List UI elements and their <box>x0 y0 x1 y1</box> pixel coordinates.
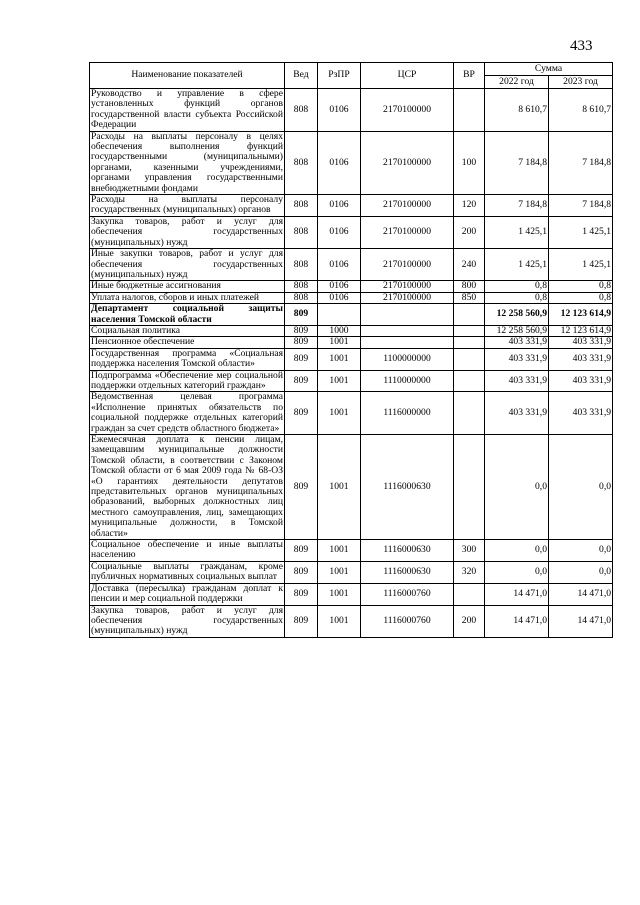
row-name: Подпрограмма «Обеспечение мер социальной поддержки отдельных категорий граждан» <box>91 369 283 391</box>
row-name: Социальное обеспечение и иные выплаты населению <box>91 539 283 561</box>
row-amount-2022: 12 258 560,9 <box>485 325 549 336</box>
row-rzpr: 1001 <box>318 337 361 348</box>
row-csr: 2170100000 <box>361 216 454 248</box>
row-vr <box>454 370 485 392</box>
table-row <box>90 583 613 605</box>
table-row <box>90 370 613 392</box>
row-ved: 808 <box>285 131 318 194</box>
row-rzpr: 1000 <box>318 325 361 336</box>
row-ved: 809 <box>285 325 318 336</box>
row-rzpr: 1001 <box>318 435 361 540</box>
table-row <box>90 337 613 348</box>
row-ved: 808 <box>285 281 318 292</box>
row-amount-2022: 12 258 560,9 <box>485 304 549 326</box>
row-csr: 2170100000 <box>361 89 454 132</box>
header-vr: ВР <box>454 63 485 89</box>
header-rzpr: РзПР <box>318 63 361 89</box>
row-ved: 808 <box>285 195 318 217</box>
header-name: Наименование показателей <box>90 63 285 89</box>
row-vr: 120 <box>454 195 485 217</box>
row-amount-2022: 403 331,9 <box>485 337 549 348</box>
row-rzpr: 0106 <box>318 216 361 248</box>
table-body <box>90 89 613 638</box>
row-rzpr: 1001 <box>318 540 361 562</box>
row-vr <box>454 435 485 540</box>
table-row <box>90 281 613 292</box>
row-name: Доставка (пересылка) гражданам доплат к пенсии и мер социальной поддержки <box>91 582 283 605</box>
row-csr: 1116000630 <box>361 435 454 540</box>
row-csr: 1116000630 <box>361 540 454 562</box>
header-csr: ЦСР <box>361 63 454 89</box>
row-amount-2023: 0,0 <box>549 561 613 583</box>
row-vr: 300 <box>454 540 485 562</box>
row-rzpr: 1001 <box>318 561 361 583</box>
row-amount-2022: 403 331,9 <box>485 348 549 370</box>
table-row <box>90 561 613 583</box>
table-row <box>90 325 613 336</box>
row-csr <box>361 337 454 348</box>
row-name: Ведомственная целевая программа «Исполнение принятых обязательств по социальной поддержке отдельных категорий граждан за счет средств областного бюджета» <box>91 391 283 434</box>
row-vr: 200 <box>454 605 485 637</box>
row-vr <box>454 304 485 326</box>
row-rzpr: 1001 <box>318 370 361 392</box>
row-amount-2023: 12 123 614,9 <box>549 304 613 326</box>
row-amount-2022: 0,0 <box>485 540 549 562</box>
row-amount-2022: 8 610,7 <box>485 89 549 132</box>
row-csr: 2170100000 <box>361 249 454 281</box>
table-row <box>90 435 613 540</box>
row-name: Государственная программа «Социальная поддержка населения Томской области» <box>91 347 283 370</box>
row-name: Расходы на выплаты персоналу в целях обеспечения выполнения функций государственными (муниципальными) органами, казенными учреждениями, органами управления государственными внебюджетными фондами <box>91 130 283 194</box>
row-amount-2022: 1 425,1 <box>485 249 549 281</box>
table-row <box>90 605 613 637</box>
row-amount-2023: 14 471,0 <box>549 583 613 605</box>
row-amount-2023: 1 425,1 <box>549 249 613 281</box>
row-vr <box>454 337 485 348</box>
row-name: Руководство и управление в сфере установленных функций органов государственной власти субъекта Российской Федерации <box>91 88 283 131</box>
table-row <box>90 392 613 435</box>
table-row <box>90 195 613 217</box>
row-ved: 809 <box>285 348 318 370</box>
row-amount-2023: 14 471,0 <box>549 605 613 637</box>
row-csr: 2170100000 <box>361 292 454 303</box>
row-amount-2023: 7 184,8 <box>549 131 613 194</box>
row-amount-2023: 403 331,9 <box>549 337 613 348</box>
row-name: Иные бюджетные ассигнования <box>90 281 285 292</box>
row-ved: 809 <box>285 583 318 605</box>
page-number: 433 <box>570 38 593 54</box>
row-amount-2023: 0,0 <box>549 540 613 562</box>
table-header <box>90 63 613 89</box>
row-ved: 809 <box>285 540 318 562</box>
table-row <box>90 249 613 281</box>
row-amount-2022: 403 331,9 <box>485 370 549 392</box>
row-ved: 809 <box>285 370 318 392</box>
row-ved: 809 <box>285 304 318 326</box>
row-name: Уплата налогов, сборов и иных платежей <box>90 292 285 303</box>
row-ved: 809 <box>285 435 318 540</box>
row-csr: 1116000000 <box>361 392 454 435</box>
row-amount-2023: 1 425,1 <box>549 216 613 248</box>
row-amount-2022: 0,0 <box>485 561 549 583</box>
header-year-2022: 2022 год <box>485 76 549 89</box>
table-row <box>90 292 613 303</box>
row-amount-2022: 7 184,8 <box>485 131 549 194</box>
row-rzpr: 0106 <box>318 249 361 281</box>
row-amount-2023: 0,0 <box>549 435 613 540</box>
row-name: Закупка товаров, работ и услуг для обеспечения государственных (муниципальных) нужд <box>91 215 283 248</box>
row-csr: 2170100000 <box>361 131 454 194</box>
row-rzpr: 1001 <box>318 605 361 637</box>
header-sum: Сумма <box>485 63 613 76</box>
table-row <box>90 216 613 248</box>
row-name: Социальные выплаты гражданам, кроме публичных нормативных социальных выплат <box>91 560 283 583</box>
row-rzpr: 0106 <box>318 281 361 292</box>
table-row <box>90 540 613 562</box>
row-rzpr: 1001 <box>318 392 361 435</box>
header-year-2023: 2023 год <box>549 76 613 89</box>
row-csr <box>361 304 454 326</box>
row-csr: 2170100000 <box>361 281 454 292</box>
row-rzpr: 1001 <box>318 583 361 605</box>
row-csr: 1100000000 <box>361 348 454 370</box>
row-ved: 809 <box>285 561 318 583</box>
row-amount-2023: 0,8 <box>549 281 613 292</box>
header-ved: Вед <box>285 63 318 89</box>
row-name: Ежемесячная доплата к пенсии лицам, замещавшим муниципальные должности Томской области, в соответствии с Законом Томской области от 6 мая 2009 года № 68-ОЗ «О гарантиях деятельности депутатов представительных органов муниципальных образований, выборных должностных лиц местного самоуправления, лиц, замещающих муниципальные должности, в Томской области» <box>91 434 283 539</box>
row-csr: 1110000000 <box>361 370 454 392</box>
row-amount-2023: 8 610,7 <box>549 89 613 132</box>
row-csr: 1116000630 <box>361 561 454 583</box>
row-amount-2023: 0,8 <box>549 292 613 303</box>
row-vr: 240 <box>454 249 485 281</box>
row-ved: 808 <box>285 292 318 303</box>
row-amount-2023: 403 331,9 <box>549 370 613 392</box>
row-name: Пенсионное обеспечение <box>90 337 285 348</box>
row-rzpr: 1001 <box>318 348 361 370</box>
row-vr <box>454 583 485 605</box>
row-ved: 809 <box>285 392 318 435</box>
row-vr: 200 <box>454 216 485 248</box>
row-csr <box>361 325 454 336</box>
row-amount-2022: 0,8 <box>485 292 549 303</box>
row-amount-2023: 12 123 614,9 <box>549 325 613 336</box>
row-vr: 320 <box>454 561 485 583</box>
row-vr <box>454 348 485 370</box>
row-vr: 850 <box>454 292 485 303</box>
row-ved: 808 <box>285 89 318 132</box>
row-vr <box>454 392 485 435</box>
table-row <box>90 89 613 132</box>
row-vr: 800 <box>454 281 485 292</box>
table-row <box>90 348 613 370</box>
row-amount-2022: 1 425,1 <box>485 216 549 248</box>
row-amount-2022: 14 471,0 <box>485 605 549 637</box>
row-amount-2022: 14 471,0 <box>485 583 549 605</box>
row-name: Департамент социальной защиты населения Томской области <box>91 303 283 325</box>
row-vr <box>454 89 485 132</box>
row-amount-2022: 0,0 <box>485 435 549 540</box>
row-amount-2022: 0,8 <box>485 281 549 292</box>
row-rzpr: 0106 <box>318 292 361 303</box>
budget-table <box>89 62 613 638</box>
row-vr: 100 <box>454 131 485 194</box>
row-rzpr: 0106 <box>318 195 361 217</box>
row-amount-2023: 7 184,8 <box>549 195 613 217</box>
row-amount-2023: 403 331,9 <box>549 392 613 435</box>
table-row <box>90 304 613 326</box>
row-ved: 809 <box>285 605 318 637</box>
row-rzpr: 0106 <box>318 131 361 194</box>
row-rzpr: 0106 <box>318 89 361 132</box>
row-csr: 2170100000 <box>361 195 454 217</box>
row-csr: 1116000760 <box>361 605 454 637</box>
row-amount-2022: 403 331,9 <box>485 392 549 435</box>
row-amount-2023: 403 331,9 <box>549 348 613 370</box>
row-ved: 808 <box>285 216 318 248</box>
row-name: Расходы на выплаты персоналу государственных (муниципальных) органов <box>91 194 283 216</box>
row-name: Закупка товаров, работ и услуг для обеспечения государственных (муниципальных) нужд <box>91 604 283 637</box>
row-amount-2022: 7 184,8 <box>485 195 549 217</box>
row-ved: 809 <box>285 337 318 348</box>
row-name: Иные закупки товаров, работ и услуг для обеспечения государственных (муниципальных) нужд <box>91 248 283 280</box>
row-ved: 808 <box>285 249 318 281</box>
row-name: Социальная политика <box>90 325 285 336</box>
table-row <box>90 131 613 194</box>
row-rzpr <box>318 304 361 326</box>
row-csr: 1116000760 <box>361 583 454 605</box>
row-vr <box>454 325 485 336</box>
